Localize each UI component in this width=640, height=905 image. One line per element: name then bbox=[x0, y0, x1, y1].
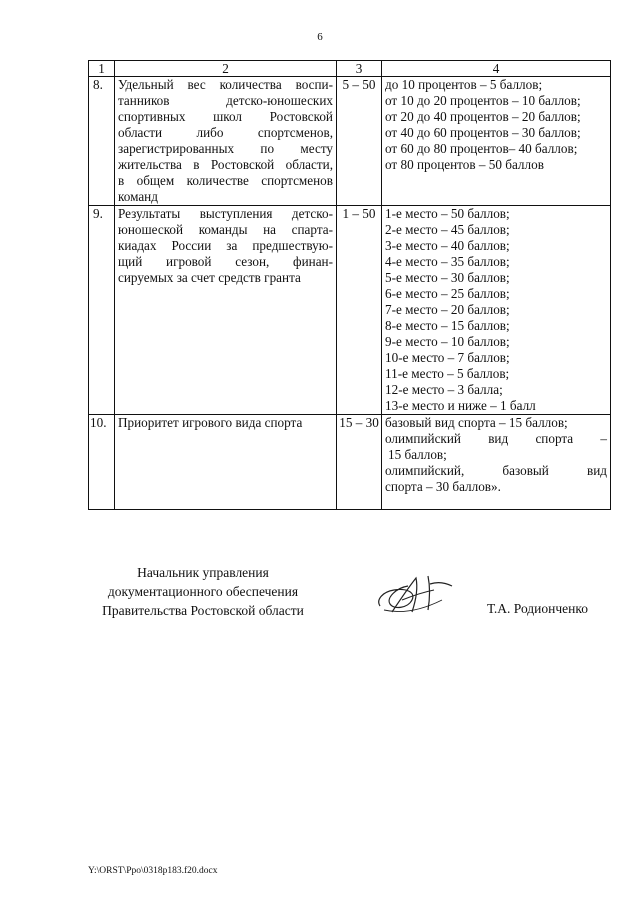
criterion-line: области либо спортсменов, bbox=[118, 125, 333, 140]
criterion-line: Удельный вес количества воспи- bbox=[118, 77, 333, 92]
table-header-row bbox=[89, 61, 611, 77]
scale-line: 3-е место – 40 баллов; bbox=[385, 238, 510, 253]
criterion-name bbox=[115, 77, 337, 206]
score-range: 15 – 30 bbox=[337, 415, 382, 510]
scale-line: до 10 процентов – 5 баллов; bbox=[385, 77, 543, 92]
criterion-line: киадах России за предшествую- bbox=[118, 238, 333, 253]
scale-line: 1-е место – 50 баллов; bbox=[385, 206, 510, 221]
score-scale bbox=[382, 77, 611, 206]
scale-line: 15 баллов; bbox=[388, 447, 447, 462]
score-range: 5 – 50 bbox=[337, 77, 382, 206]
criterion-line: Результаты выступления детско- bbox=[118, 206, 333, 221]
header-cell-2: 2 bbox=[115, 61, 337, 77]
page-number: 6 bbox=[317, 31, 323, 43]
scale-line: 5-е место – 30 баллов; bbox=[385, 270, 510, 285]
table-row bbox=[89, 77, 611, 206]
row-number: 9. bbox=[89, 206, 115, 415]
scale-line: 4-е место – 35 баллов; bbox=[385, 254, 510, 269]
scale-line: от 40 до 60 процентов – 30 баллов; bbox=[385, 125, 581, 140]
criteria-table bbox=[88, 60, 611, 510]
scale-line: 10-е место – 7 баллов; bbox=[385, 350, 510, 365]
header-cell-1: 1 bbox=[89, 61, 115, 77]
criterion-line: щий игровой сезон, финан- bbox=[118, 254, 333, 269]
scale-line: 8-е место – 15 баллов; bbox=[385, 318, 510, 333]
scale-line: спорта – 30 баллов». bbox=[385, 479, 501, 494]
criterion-line: в общем количестве спортсменов bbox=[118, 173, 333, 188]
scale-line: базовый вид спорта – 15 баллов; bbox=[385, 415, 568, 430]
criterion-line: юношеской команды на спарта- bbox=[118, 222, 333, 237]
criterion-line: жительства в Ростовской области, bbox=[118, 157, 333, 172]
table-row bbox=[89, 206, 611, 415]
header-cell-4: 4 bbox=[382, 61, 611, 77]
scale-line: олимпийский вид спорта – bbox=[385, 431, 607, 446]
signatory-name: Т.А. Родионченко bbox=[487, 601, 588, 616]
signatory-title bbox=[88, 563, 318, 620]
criterion-line: команд bbox=[118, 189, 158, 204]
scale-line: от 20 до 40 процентов – 20 баллов; bbox=[385, 109, 581, 124]
criterion-line: танников детско-юношеских bbox=[118, 93, 333, 108]
handwritten-signature bbox=[372, 570, 467, 620]
signatory-title-line: документационного обеспечения bbox=[107, 584, 299, 599]
scale-line: олимпийский, базовый вид bbox=[385, 463, 607, 478]
table-row bbox=[89, 415, 611, 510]
signatory-title-line: Правительства Ростовской области bbox=[102, 603, 304, 618]
scale-line: 13-е место и ниже – 1 балл bbox=[385, 398, 536, 413]
score-scale bbox=[382, 206, 611, 415]
scale-line: 9-е место – 10 баллов; bbox=[385, 334, 510, 349]
criterion-line: зарегистрированных по месту bbox=[118, 141, 333, 156]
criterion-name bbox=[115, 415, 337, 510]
scale-line: от 60 до 80 процентов– 40 баллов; bbox=[385, 141, 578, 156]
criterion-line: спортивных школ Ростовской bbox=[118, 109, 333, 124]
scale-line: 7-е место – 20 баллов; bbox=[385, 302, 510, 317]
scale-line: от 80 процентов – 50 баллов bbox=[385, 157, 544, 172]
score-range: 1 – 50 bbox=[337, 206, 382, 415]
signatory-title-line: Начальник управления bbox=[137, 565, 269, 580]
scale-line: 6-е место – 25 баллов; bbox=[385, 286, 510, 301]
scale-line: 2-е место – 45 баллов; bbox=[385, 222, 510, 237]
scale-line: 11-е место – 5 баллов; bbox=[385, 366, 510, 381]
file-path: Y:\ORST\Ppo\0318p183.f20.docx bbox=[88, 866, 218, 876]
criterion-line: сируемых за счет средств гранта bbox=[118, 270, 301, 285]
header-cell-3: 3 bbox=[337, 61, 382, 77]
row-number: 10. bbox=[89, 415, 115, 510]
scale-line: 12-е место – 3 балла; bbox=[385, 382, 503, 397]
criterion-name bbox=[115, 206, 337, 415]
scale-line: от 10 до 20 процентов – 10 баллов; bbox=[385, 93, 581, 108]
row-number: 8. bbox=[89, 77, 115, 206]
criterion-line: Приоритет игрового вида спорта bbox=[118, 415, 303, 430]
score-scale bbox=[382, 415, 611, 510]
